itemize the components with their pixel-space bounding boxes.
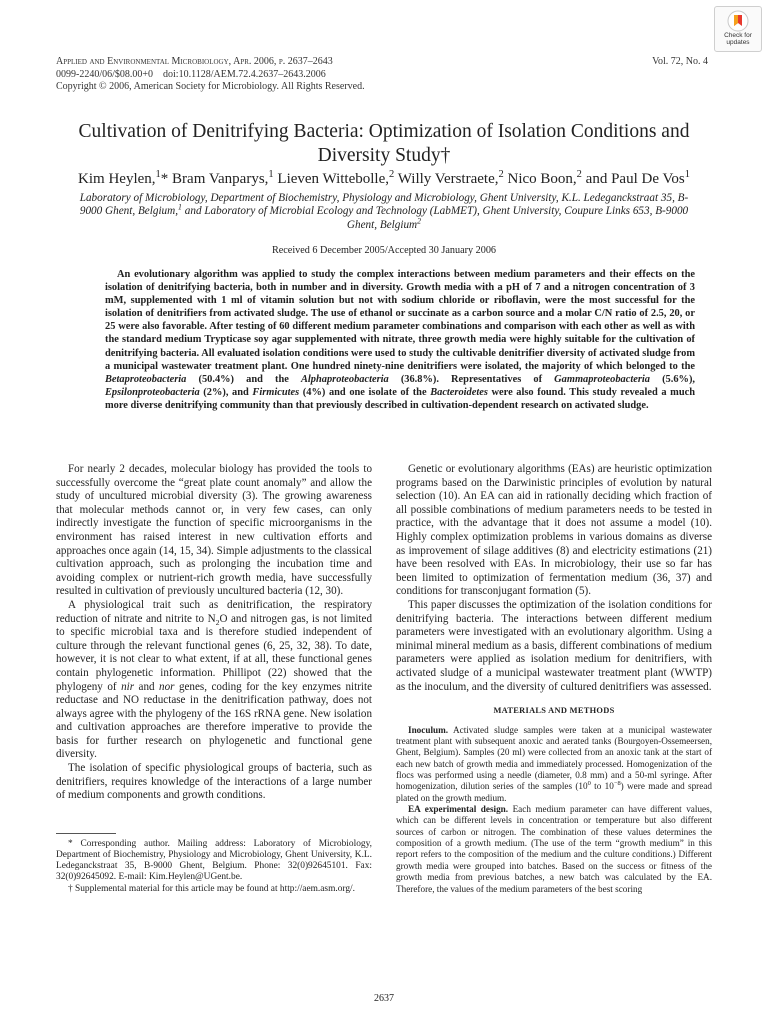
copyright: Copyright © 2006, American Society for Microbiology. All Rights Reserved. xyxy=(56,81,365,92)
paragraph: The isolation of specific physiological groups of bacteria, such as denitrifiers, requires knowledge of the interactions of a large number of medium components and growth conditions. xyxy=(56,762,372,802)
superscript: 0 xyxy=(587,780,591,788)
author-name: Willy Verstraete, xyxy=(394,171,499,187)
abstract-text: were also found. This study revealed a much more diverse denitrifying community than that previously described in cultivation-dependent research on activated sludge. xyxy=(105,386,695,411)
gene-name: nor xyxy=(159,680,175,693)
paragraph-text: to 10 xyxy=(590,781,614,792)
section-heading: MATERIALS AND METHODS xyxy=(493,706,615,716)
volume-issue: Vol. 72, No. 4 xyxy=(652,56,708,67)
paragraph xyxy=(56,599,372,762)
affiliation-ref: 1 xyxy=(268,169,274,180)
paragraph-text: O and nitrogen gas, is not limited to specific microbial taxa and is therefore studied independent of culture through the relevant functional genes (6, 25, 32, 38). To date, however, it is not clear to what extent, if at all, these functional genes contain phylogenetic information. Phillipot (22) showed that the phylogeny of xyxy=(56,612,372,693)
affiliation-ref: 2 xyxy=(389,169,395,180)
subscript: 2 xyxy=(215,617,220,627)
author-name: Bram Vanparys, xyxy=(168,171,269,187)
paragraph-text: Activated sludge samples were taken at a municipal wastewater treatment plant with subsequent anoxic and aerated tanks (Bourgoyen-Ossemeersen, Ghent, Belgium). Samples (20 ml) were collected from an anoxic tank at the start of each new batch of growth media and immediately processed. Homogenization of the flocs was performed using a needle (diameter, 0.8 mm) and a 50-ml syringe. After homogenization, dilution series of the samples (10 xyxy=(396,724,712,792)
affiliation-ref: 1 xyxy=(155,169,161,180)
abstract-text: An evolutionary algorithm was applied to study the complex interactions between medium parameters and their effects on the isolation of denitrifying bacteria, both in number and in diversity. Growth media with a pH of 7 and a nitrogen concentration of 3 mM, supplemented with 1 ml of vitamin solution but not with sodium chloride or riboflavin, were the most successful for the isolation of denitrifiers from activated sludge. The use of ethanol or succinate as a carbon source and a molar C/N ratio of 2.5, 20, or 25 were also favorable. After testing of 60 different medium parameter combinations and comparison with each other as well as with the standard medium Trypticase soy agar supplemented with nitrate, three growth media were highly suitable for the cultivation of denitrifying bacteria. All evaluated isolation conditions were used to study the cultivable denitrifier diversity of activated sludge from a municipal wastewater treatment plant. One hundred ninety-nine denitrifiers were isolated, the majority of which belonged to the xyxy=(105,269,695,372)
superscript: −8 xyxy=(613,780,621,788)
author-name: and Paul De Vos xyxy=(581,171,685,187)
journal-citation: Applied and Environmental Microbiology, Apr. 2006, p. 2637–2643 xyxy=(56,56,333,67)
taxon-name: Alphaproteobacteria xyxy=(300,373,389,385)
footnote-divider xyxy=(56,833,116,834)
crossmark-icon xyxy=(727,10,749,32)
taxon-name: Betaproteobacteria xyxy=(105,373,187,385)
run-in-heading: EA experimental design. xyxy=(408,804,509,815)
footnote-corresponding: * Corresponding author. Mailing address: Laboratory of Microbiology, Department of Biochemistry, Physiology and Microbiology, Ghent University, K.L. Ledeganckstraat 35, B-9000 Ghent, Belgium. Phone: 32(0)92645101. Fax: 32(0)92645092. E-mail: Kim.Heylen@UGent.be. xyxy=(56,838,372,883)
affiliation-text: and Laboratory of Microbial Ecology and Technology (LabMET), Ghent University, Coupure Links 653, B-9000 Ghent, Belgium xyxy=(181,205,689,231)
affiliation-text: Laboratory of Microbiology, Department of Biochemistry, Physiology and Microbiology, Ghent University, K.L. Ledeganckstraat 35, B-9000 Ghent, Belgium, xyxy=(79,192,689,218)
issn-doi: 0099-2240/06/$08.00+0 doi:10.1128/AEM.72.4.2637–2643.2006 xyxy=(56,68,326,80)
badge-line-2: updates xyxy=(726,39,750,46)
paragraph-text: Each medium parameter can have different values, which can be different levels in concentration or temperature but also different sources of carbon or nitrogen. The combination of these values determines the composition of a growth medium. (The use of the term “growth medium” in this report refers to the composition of the medium and the culture conditions.) Different growth media were grouped into batches. Based on the success or fitness of the growth media from previous batches, a new batch was calculated by the EA. Therefore, the values of the medium parameters of the best scoring xyxy=(396,804,712,894)
paragraph-text: and xyxy=(134,680,160,693)
abstract-text: (4%) and one isolate of the xyxy=(299,386,431,398)
abstract xyxy=(105,268,695,412)
footnote-supplemental: † Supplemental material for this article may be found at http://aem.asm.org/. xyxy=(68,883,355,894)
corresponding-mark: * xyxy=(160,171,169,187)
taxon-name: Bacteroidetes xyxy=(430,386,488,398)
paragraph-ea-design xyxy=(396,804,712,895)
running-header xyxy=(56,56,365,94)
affiliation-ref: 2 xyxy=(576,169,582,180)
taxon-name: Gammaproteobacteria xyxy=(554,373,650,385)
body-column-right xyxy=(396,463,712,895)
article-title: Cultivation of Denitrifying Bacteria: Optimization of Isolation Conditions and Diversity Study† xyxy=(78,121,690,166)
paragraph: Genetic or evolutionary algorithms (EAs) are heuristic optimization programs based on the Darwinistic principles of evolution by natural selection (10). An EA can aid in rationally deciding which fraction of all possible combinations of medium parameters needs to be tested in practice, with the advantage that it does not assume a model (10). Highly complex optimization problems in various domains as diverse as improvement of silage additives (8) and electricity estimations (21) have been resolved with EAs. In microbiology, their use so far has been limited to optimization of fermentation medium (36, 37) and conditions for transconjugant formation (5). xyxy=(396,463,712,598)
affiliation-ref: 1 xyxy=(178,202,182,212)
abstract-text: (50.4%) and the xyxy=(186,373,301,385)
author-list xyxy=(40,170,728,188)
paragraph: For nearly 2 decades, molecular biology has provided the tools to successfully overcome the “great plate count anomaly” and allow the study of uncultured microbial diversity (3). The growing awareness that molecular methods cannot or, in very few cases, can only indirectly investigate the function of specific microorganisms in the environment has raised interest in new cultivation efforts and approaches once again (14, 15, 34). Simple adjustments to the classical cultivation approach, such as prolonging the incubation time and avoiding complex or nutrient-rich growth media, have successfully resulted in cultivation of previously uncultured bacteria (12, 30). xyxy=(56,463,372,598)
received-dates: Received 6 December 2005/Accepted 30 January 2006 xyxy=(271,245,497,256)
paragraph-text: genes, coding for the key enzymes nitrite reductase and NO reductase in the denitrification pathway, does not always agree with the phylogeny of the 16S rRNA gene. New isolation and cultivation approaches are therefore imperative to provide the basis for further research on phylogenetic and functional gene diversity. xyxy=(56,680,372,761)
affiliations xyxy=(70,192,698,232)
abstract-text: (5.6%), xyxy=(649,373,695,385)
abstract-text: (2%), and xyxy=(199,386,253,398)
author-name: Kim Heylen, xyxy=(78,171,156,187)
page-number: 2637 xyxy=(374,993,394,1004)
body-column-left xyxy=(56,463,372,895)
paragraph-inoculum xyxy=(396,725,712,804)
paragraph: This paper discusses the optimization of the isolation conditions for denitrifying bacteria. The interactions between different medium parameters were investigated with an evolutionary algorithm. Using a minimal mineral medium as a basis, different combinations of medium parameters were applied as isolation medium for denitrifiers, with activated sludge of a municipal wastewater treatment plant (WWTP) as the inoculum, and the diversity of cultured denitrifiers was assessed. xyxy=(396,598,712,693)
author-name: Lieven Wittebolle, xyxy=(273,171,389,187)
author-name: Nico Boon, xyxy=(503,171,577,187)
run-in-heading: Inoculum. xyxy=(408,724,449,735)
taxon-name: Epsilonproteobacteria xyxy=(105,386,200,398)
check-for-updates-badge[interactable] xyxy=(714,6,762,52)
badge-line-1: Check for xyxy=(724,32,752,39)
paragraph-text: ) were made and spread plated on the growth medium. xyxy=(396,781,712,803)
taxon-name: Firmicutes xyxy=(252,386,300,398)
affiliation-ref: 2 xyxy=(417,215,422,225)
affiliation-ref: 2 xyxy=(498,169,504,180)
gene-name: nir xyxy=(121,680,135,693)
affiliation-ref: 1 xyxy=(684,169,690,180)
paragraph-text: A physiological trait such as denitrification, the respiratory reduction of nitrate and nitrite to N xyxy=(56,598,372,625)
abstract-text: (36.8%). Representatives of xyxy=(388,373,555,385)
